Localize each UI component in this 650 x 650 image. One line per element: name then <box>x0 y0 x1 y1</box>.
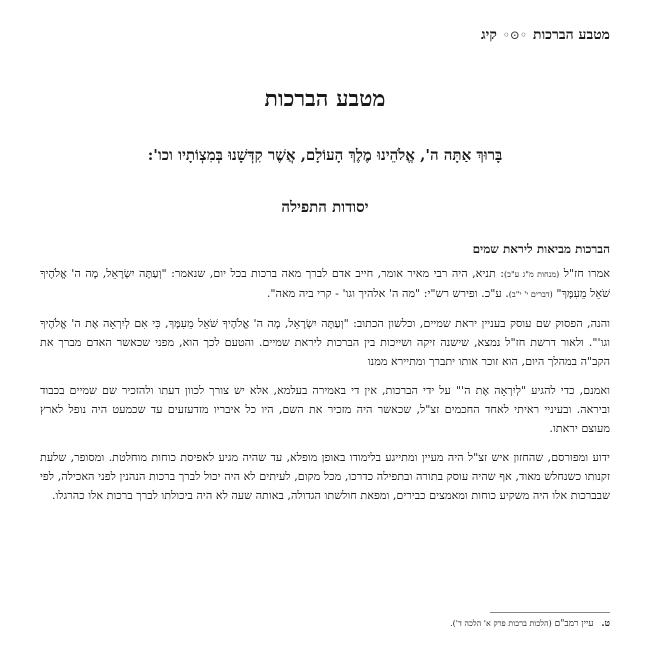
footnote-mark: ט. <box>601 619 610 629</box>
paragraph-4: ידוע ומפורסם, שהחזון איש זצ"ל היה מעיין ומתייגע בלימודו באופן מופלא, עד שהיה מגיע לאפיסת כוחות מוחלטת. ומסופר, שלעת זקנותו כשנחלש מאוד, אף שהיה עוסק בתורה ובתפילה כדרכו, מכל מקום, לעיתים לא היה יכול לברך ברכות הנהנין לפני האכילה, לפי שבברכות אלו היה משקיע כוחות ומאמצים כבירים, ומפאת חולשתו הגדולה, באותה שעה לא היה ביכולתו לברך ברכות אלו כהרגלו. <box>40 451 610 502</box>
book-title: מטבע הברכות <box>533 26 610 43</box>
paragraph-3: ואמנם, כדי להגיע "לְיִרְאָה אֶת ה'" על ידי הברכות, אין די באמירה בעלמא, אלא יש צורך לכוון דעתו ולהזכיר שם שמיים בכבוד וביראה. ובעיניי ראיתי לאחד החכמים זצ"ל, שכאשר היה מזכיר את השם, היו כל איבריו מזדעזעים עד שכמעט היה נופל לארץ מעוצם יראתו. <box>40 384 610 435</box>
paragraph-1-part-c: . ע"כ. ופירש רש"י: "מה ה' אלהיך וגו' - קרי ביה מאה". <box>266 287 509 300</box>
ornament-icon: ◦⊙◦ <box>502 28 528 42</box>
subheading: הברכות מביאות ליראת שמים <box>472 242 610 256</box>
section-title: יסודות התפילה <box>281 198 369 216</box>
blessing-text: בָּרוּךְ אַתָּה ה', אֱלֹהֵינוּ מֶלֶךְ הָעוֹלָם, אֲשֶׁר קִדְּשָׁנוּ בְּמִצְוֹתָיו וכו': <box>147 146 503 164</box>
running-header <box>40 25 610 45</box>
footnote-text: עיין רמב"ם <box>551 619 594 629</box>
chapter-title: מטבע הברכות <box>264 86 386 112</box>
source-citation: (דברים י' י"ב) <box>508 290 553 299</box>
paragraph-1-part-b: : תניא, היה רבי מאיר אומר, חייב אדם לברך מאה ברכות בכל יום, שנאמר: "וְעַתָּה יִשְׂרָאֵל, מָה ה' אֱלֹהֶיךָ שֹׁאֵל מֵעִמָּךְ" <box>40 267 610 300</box>
paragraph-1 <box>40 264 610 304</box>
paragraph-2: והנה, הפסוק שם עוסק בעניין יראת שמיים, וכלשון הכתוב: "וְעַתָּה יִשְׂרָאֵל, מָה ה' אֱלֹהֶיךָ שֹׁאֵל מֵעִמָּךְ, כִּי אִם לְיִרְאָה אֶת ה' אֱלֹהֶיךָ וגו'". ולאור דרשת חז"ל נמצא, שישנה זיקה ושייכות בין הברכות ליראת שמיים. והטעם לכך הוא, מפני שכאשר האדם מברך את הקב"ה במהלך היום, הוא זוכר אותו יתברך ומתיירא ממנו <box>40 317 610 368</box>
body-text <box>40 240 610 512</box>
page-number: קיג <box>481 26 497 43</box>
source-citation: (מנחות מ"ג ע"ב) <box>504 270 560 279</box>
footnote <box>40 618 610 629</box>
paragraph-1-part-a: אמרו חז"ל <box>559 267 610 280</box>
footnote-source: (הלכות ברכות פרק א' הלכה ד'). <box>450 619 552 628</box>
footnote-divider <box>490 612 610 613</box>
